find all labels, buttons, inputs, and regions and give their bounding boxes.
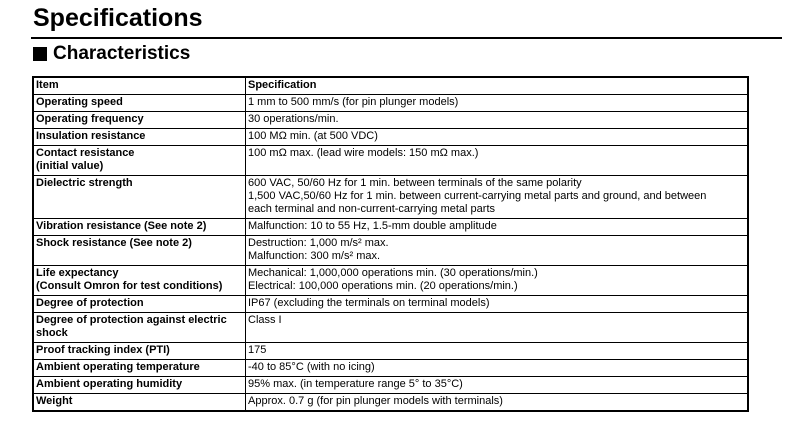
item-text: Dielectric strength — [36, 177, 133, 189]
page-title: Specifications — [33, 4, 203, 32]
specification-cell — [246, 394, 749, 412]
table-row — [33, 176, 748, 219]
item-text: Degree of protection — [36, 297, 144, 309]
specification-cell — [246, 313, 749, 343]
item-cell — [33, 129, 246, 146]
item-cell — [33, 377, 246, 394]
specification-text: 95% max. (in temperature range 5° to 35°C) — [248, 378, 463, 390]
table-row — [33, 296, 748, 313]
item-cell — [33, 343, 246, 360]
table-row — [33, 112, 748, 129]
specification-cell — [246, 296, 749, 313]
specification-text: 30 operations/min. — [248, 113, 339, 125]
specification-cell — [246, 377, 749, 394]
specification-text: Malfunction: 10 to 55 Hz, 1.5-mm double amplitude — [248, 220, 497, 232]
item-text: Vibration resistance (See note 2) — [36, 220, 207, 232]
item-text: (Consult Omron for test conditions) — [36, 280, 223, 292]
item-text: Insulation resistance — [36, 130, 146, 142]
table-row — [33, 360, 748, 377]
specification-text: 175 — [248, 344, 267, 356]
specification-cell — [246, 236, 749, 266]
table-row — [33, 236, 748, 266]
specification-text: 600 VAC, 50/60 Hz for 1 min. between terminals of the same polarity — [248, 177, 582, 189]
item-text: Contact resistance — [36, 147, 135, 159]
specification-text: 1,500 VAC,50/60 Hz for 1 min. between current-carrying metal parts and ground, and between — [248, 190, 707, 202]
specification-text: -40 to 85°C (with no icing) — [248, 361, 375, 373]
item-text: Weight — [36, 395, 73, 407]
specification-text: Electrical: 100,000 operations min. (20 operations/min.) — [248, 280, 518, 292]
item-cell — [33, 296, 246, 313]
item-text: Proof tracking index (PTI) — [36, 344, 170, 356]
item-text: Shock resistance (See note 2) — [36, 237, 192, 249]
item-cell — [33, 219, 246, 236]
item-text: Degree of protection against electric — [36, 314, 227, 326]
item-text: Ambient operating humidity — [36, 378, 183, 390]
square-bullet-icon — [33, 47, 47, 61]
specification-text: 1 mm to 500 mm/s (for pin plunger models) — [248, 96, 459, 108]
section-heading — [33, 43, 190, 65]
specification-cell — [246, 343, 749, 360]
item-cell — [33, 266, 246, 296]
specification-cell — [246, 129, 749, 146]
table-row — [33, 146, 748, 176]
table-row — [33, 377, 748, 394]
table-header-row — [33, 77, 748, 95]
specification-text: Destruction: 1,000 m/s² max. — [248, 237, 389, 249]
item-cell — [33, 313, 246, 343]
specification-text: 100 mΩ max. (lead wire models: 150 mΩ max.) — [248, 147, 479, 159]
table-body — [33, 95, 748, 412]
specification-text: each terminal and non-current-carrying metal parts — [248, 203, 496, 215]
item-text: Ambient operating temperature — [36, 361, 200, 373]
section-title: Characteristics — [53, 43, 191, 64]
item-cell — [33, 176, 246, 219]
table-row — [33, 129, 748, 146]
table-row — [33, 394, 748, 412]
specifications-table — [32, 76, 749, 412]
table-row — [33, 219, 748, 236]
specification-cell — [246, 176, 749, 219]
title-rule — [31, 37, 782, 39]
item-text: Operating speed — [36, 96, 123, 108]
item-cell — [33, 360, 246, 377]
item-cell — [33, 394, 246, 412]
specification-cell — [246, 95, 749, 112]
table-row — [33, 343, 748, 360]
table-row — [33, 313, 748, 343]
item-text: Operating frequency — [36, 113, 144, 125]
table-row — [33, 95, 748, 112]
item-text: shock — [36, 327, 68, 339]
table-row — [33, 266, 748, 296]
specification-text: IP67 (excluding the terminals on terminal models) — [248, 297, 490, 309]
specification-text: Mechanical: 1,000,000 operations min. (30 operations/min.) — [248, 267, 538, 279]
column-header-item: Item — [33, 77, 246, 95]
specification-cell — [246, 360, 749, 377]
specification-cell — [246, 266, 749, 296]
specification-cell — [246, 219, 749, 236]
specification-text: 100 MΩ min. (at 500 VDC) — [248, 130, 378, 142]
specification-cell — [246, 146, 749, 176]
specification-text: Class I — [248, 314, 282, 326]
item-cell — [33, 95, 246, 112]
item-cell — [33, 112, 246, 129]
specification-text: Malfunction: 300 m/s² max. — [248, 250, 381, 262]
item-text: Life expectancy — [36, 267, 119, 279]
item-text: (initial value) — [36, 160, 104, 172]
item-cell — [33, 146, 246, 176]
specification-text: Approx. 0.7 g (for pin plunger models with terminals) — [248, 395, 503, 407]
column-header-specification: Specification — [246, 77, 749, 95]
item-cell — [33, 236, 246, 266]
specification-cell — [246, 112, 749, 129]
